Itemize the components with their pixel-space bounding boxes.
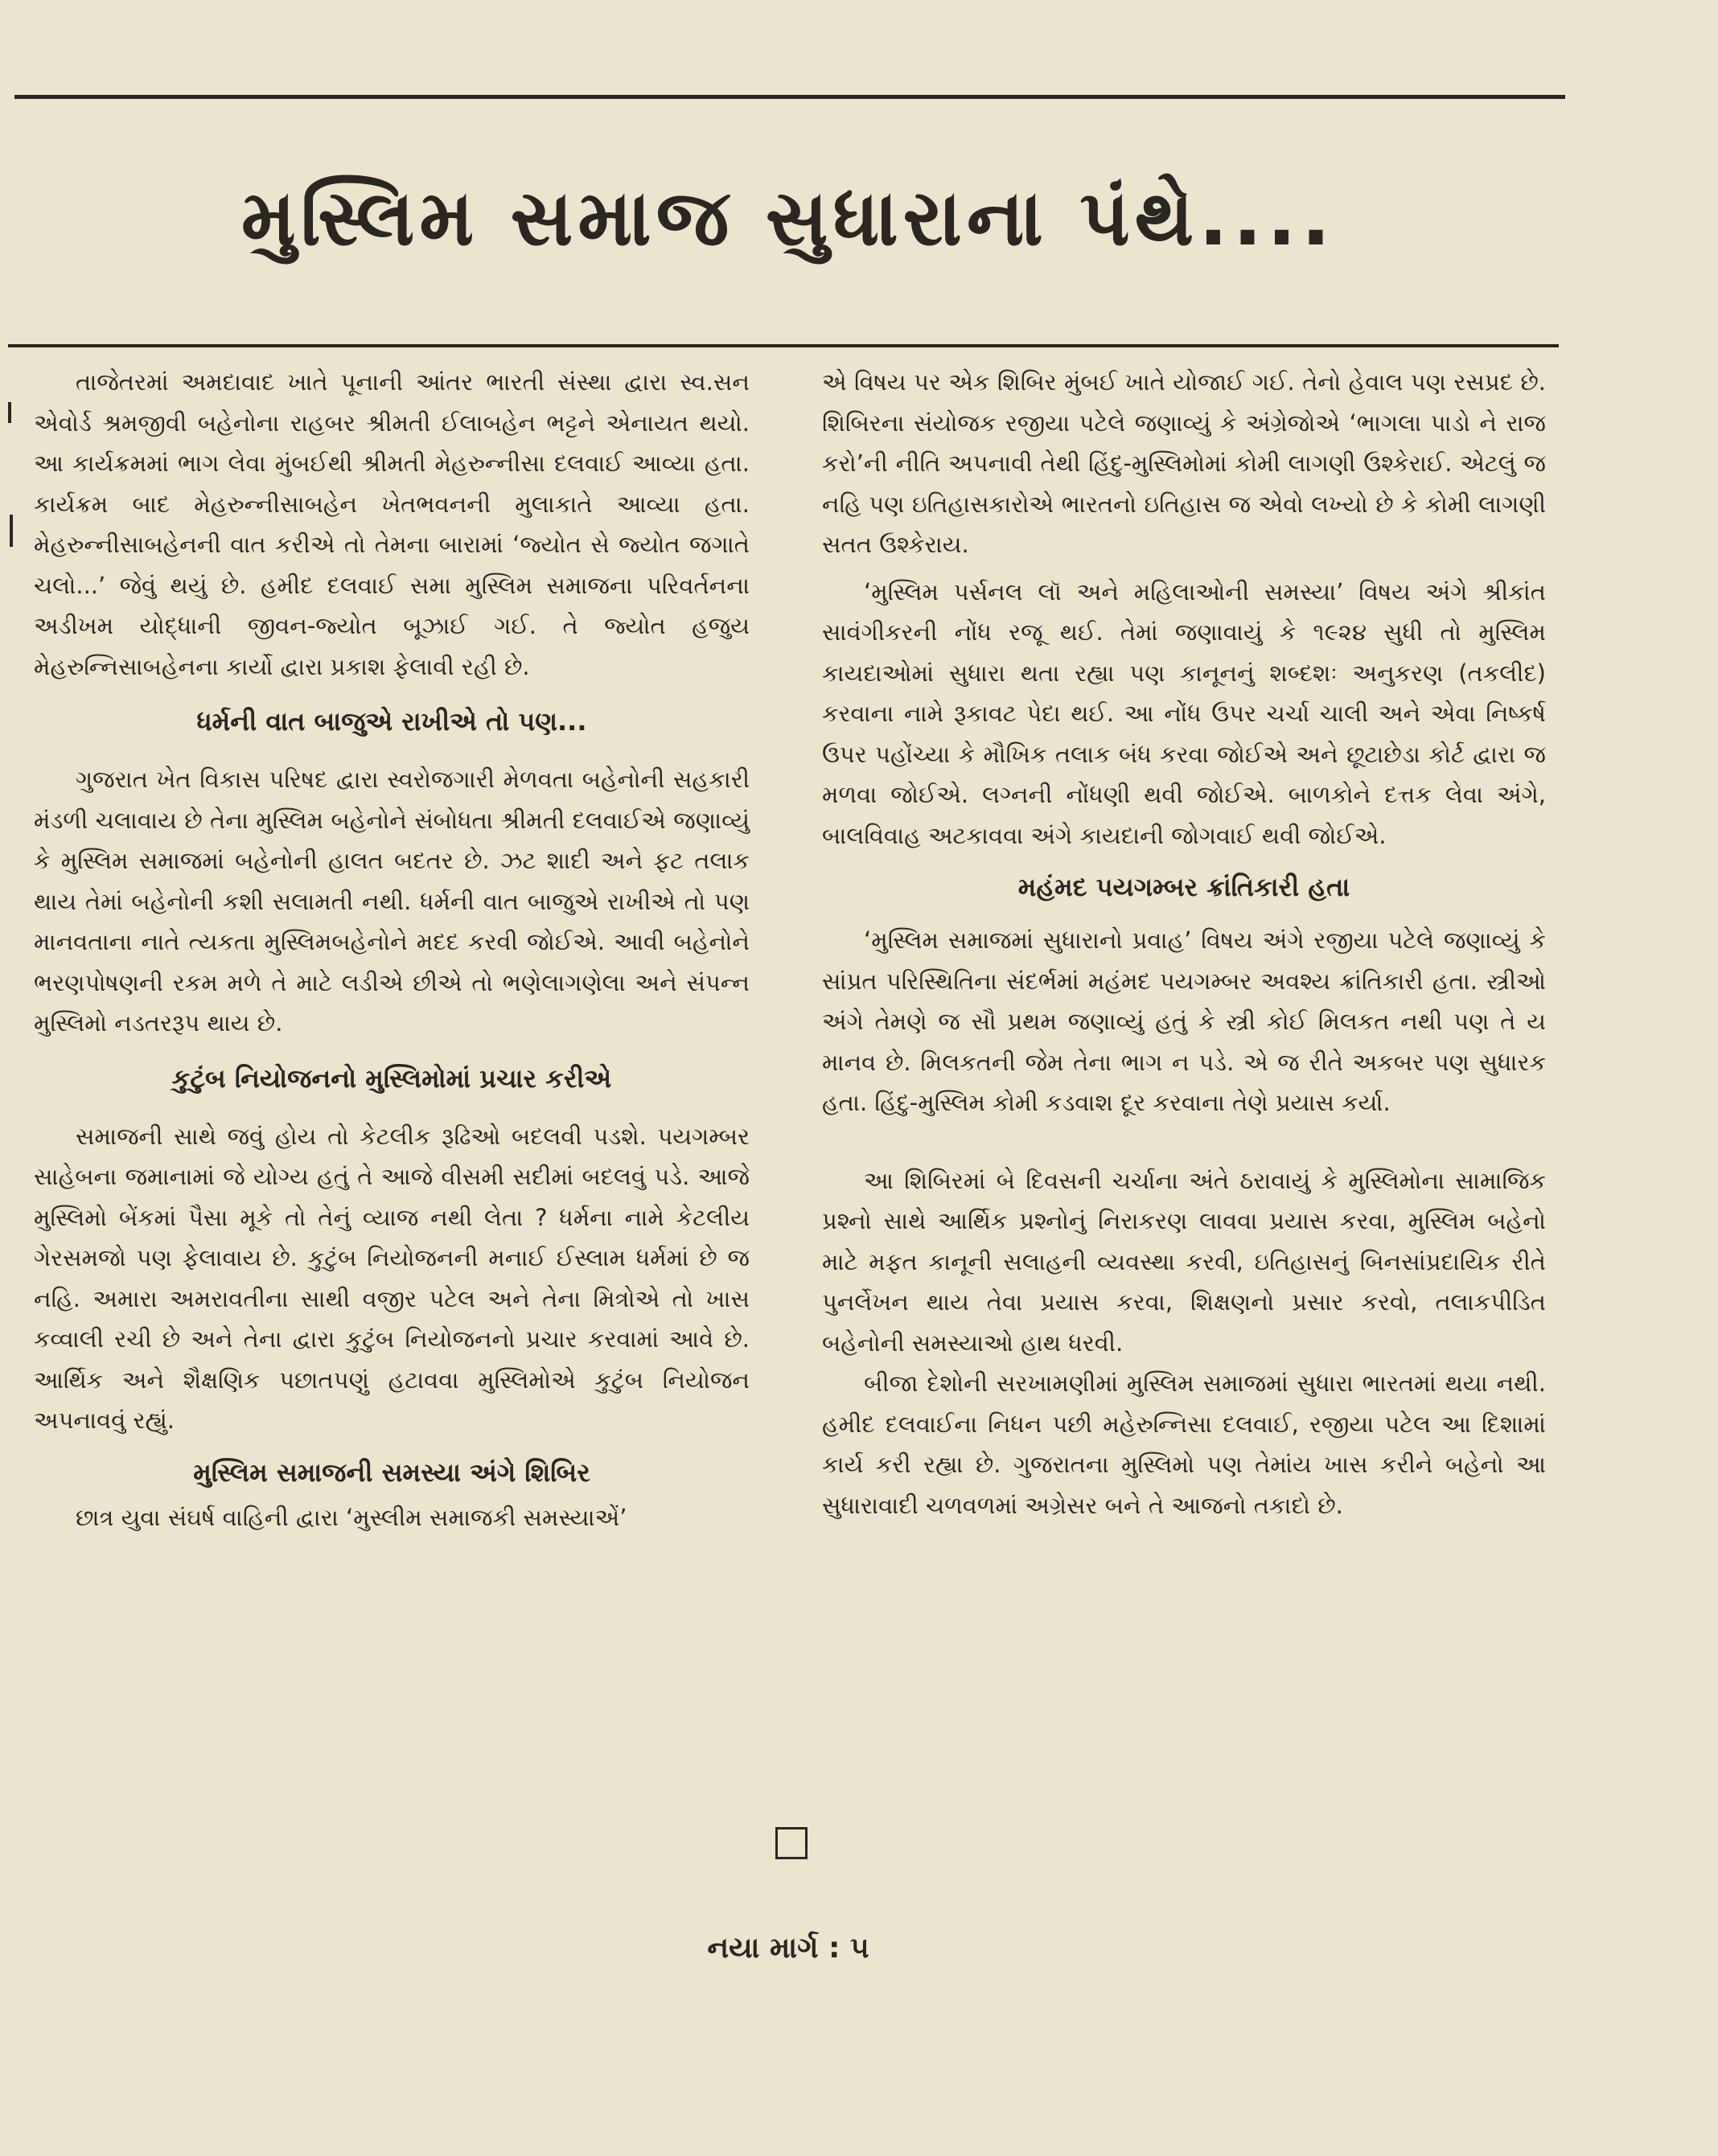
paragraph-gap — [822, 1123, 1546, 1160]
article-title: મુસ્લિમ સમાજ સુધારાના પંથે.... — [240, 173, 1336, 263]
paragraph: બીજા દેશોની સરખામણીમાં મુસ્લિમ સમાજમાં સુધારા ભારતમાં થયા નથી. હમીદ દલવાઈના નિધન પછી મહેરુન્નિસા દલવાઈ, રજીયા પટેલ આ દિશામાં કાર્ય કરી રહ્યા છે. ગુજરાતના મુસ્લિમો પણ તેમાંય ખાસ કરીને બહેનો આ સુધારાવાદી ચળવળમાં અગ્રેસર બને તે આજનો તકાદો છે. — [822, 1370, 1546, 1519]
paragraph: સમાજની સાથે જવું હોય તો કેટલીક રૂઢિઓ બદલવી પડશે. પયગમ્બર સાહેબના જમાનામાં જે યોગ્ય હતું તે આજે વીસમી સદીમાં બદલવું પડે. આજે મુસ્લિમો બેંકમાં પૈસા મૂકે તો તેનું વ્યાજ નથી લેતા ? ધર્મના નામે કેટલીય ગેરસમજો પણ ફેલાવાય છે. કુટુંબ નિયોજનની મનાઈ ઈસ્લામ ધર્મમાં છે જ નહિ. અમારા અમરાવતીના સાથી વજીર પટેલ અને તેના મિત્રોએ તો ખાસ કવ્વાલી રચી છે અને તેના દ્વારા કુટુંબ નિયોજનનો પ્રચાર કરવામાં આવે છે. આર્થિક અને શૈક્ષણિક પછાતપણું હટાવવા મુસ્લિમોએ કુટુંબ નિયોજન અપનાવવું રહ્યું. — [34, 1122, 750, 1434]
paragraph: ગુજરાત ખેત વિકાસ પરિષદ દ્વારા સ્વરોજગારી મેળવતા બહેનોની સહકારી મંડળી ચલાવાય છે તેના મુસ્લિમ બહેનોને સંબોધતા શ્રીમતી દલવાઈએ જણાવ્યું કે મુસ્લિમ સમાજમાં બહેનોની હાલત બદતર છે. ઝટ શાદી અને ફટ તલાક થાય તેમાં બહેનોની કશી સલામતી નથી. ધર્મની વાત બાજુએ રાખીએ તો પણ માનવતાના નાતે ત્યકતા મુસ્લિમબહેનોને મદદ કરવી જોઈએ. આવી બહેનોને ભરણપોષણની રકમ મળે તે માટે લડીએ છીએ તો ભણેલાગણેલા અને સંપન્ન મુસ્લિમો નડતરરૂપ થાય છે. — [34, 766, 750, 1037]
margin-mark — [8, 402, 11, 423]
margin-mark — [10, 515, 13, 547]
title-rule — [8, 344, 1559, 347]
section-heading: કુટુંબ નિયોજનનો મુસ્લિમોમાં પ્રચાર કરીએ — [171, 1062, 612, 1094]
left-column — [34, 362, 750, 1538]
right-column — [822, 362, 1546, 1526]
paragraph: ‘મુસ્લિમ સમાજમાં સુધારાનો પ્રવાહ’ વિષય અંગે રજીયા પટેલે જણાવ્યું કે સાંપ્રત પરિસ્થિતિના સંદર્ભમાં મહંમદ પયગમ્બર અવશ્ય ક્રાંતિકારી હતા. સ્ત્રીઓ અંગે તેમણે જ સૌ પ્રથમ જણાવ્યું હતું કે સ્ત્રી કોઈ મિલકત નથી પણ તે ય માનવ છે. મિલકતની જેમ તેના ભાગ ન પડે. એ જ રીતે અકબર પણ સુધારક હતા. હિંદુ-મુસ્લિમ કોમી કડવાશ દૂર કરવાના તેણે પ્રયાસ કર્યા. — [822, 926, 1546, 1116]
paragraph: એ વિષય પર એક શિબિર મુંબઈ ખાતે યોજાઈ ગઈ. તેનો હેવાલ પણ રસપ્રદ છે. શિબિરના સંયોજક રજીયા પટેલે જણાવ્યું કે અંગ્રેજોએ ‘ભાગલા પાડો ને રાજ કરો’ની નીતિ અપનાવી તેથી હિંદુ-મુસ્લિમોમાં કોમી લાગણી ઉશ્કેરાઈ. એટલું જ નહિ પણ ઇતિહાસકારોએ ભારતનો ઇતિહાસ જ એવો લખ્યો છે કે કોમી લાગણી સતત ઉશ્કેરાય. — [822, 368, 1546, 558]
section-heading: મહંમદ પયગમ્બર ક્રાંતિકારી હતા — [1017, 872, 1350, 902]
section-heading: ધર્મની વાત બાજુએ રાખીએ તો પણ... — [196, 706, 587, 737]
paragraph: આ શિબિરમાં બે દિવસની ચર્ચાના અંતે ઠરાવાયું કે મુસ્લિમોના સામાજિક પ્રશ્નો સાથે આર્થિક પ્રશ્નોનું નિરાકરણ લાવવા પ્રયાસ કરવા, મુસ્લિમ બહેનો માટે મફત કાનૂની સલાહની વ્યવસ્થા કરવી, ઇતિહાસનું બિનસાંપ્રદાયિક રીતે પુનર્લેખન થાય તેવા પ્રયાસ કરવા, શિક્ષણનો પ્રસાર કરવો, તલાકપીડિત બહેનોની સમસ્યાઓ હાથ ધરવી. — [822, 1166, 1546, 1357]
paragraph: તાજેતરમાં અમદાવાદ ખાતે પૂનાની આંતર ભારતી સંસ્થા દ્વારા સ્વ.સન એવોર્ડ શ્રમજીવી બહેનોના રાહબર શ્રીમતી ઈલાબહેન ભટ્ટને એનાયત થયો. આ કાર્યક્રમમાં ભાગ લેવા મુંબઈથી શ્રીમતી મેહરુન્નીસા દલવાઈ આવ્યા હતા. કાર્યક્રમ બાદ મેહરુન્નીસાબહેન ખેતભવનની મુલાકાતે આવ્યા હતા. મેહરુન્નીસાબહેનની વાત કરીએ તો તેમના બારામાં ‘જ્યોત સે જ્યોત જગાતે ચલો...’ જેવું થયું છે. હમીદ દલવાઈ સમા મુસ્લિમ સમાજના પરિવર્તનના અડીખમ યોદ્ધાની જીવન-જ્યોત બૂઝાઈ ગઈ. તે જ્યોત હજુય મેહરુન્નિસાબહેનના કાર્યો દ્વારા પ્રકાશ ફેલાવી રહી છે. — [34, 368, 750, 680]
page-footer: નયા માર્ગ : ૫ — [707, 1932, 869, 1965]
paragraph: ‘મુસ્લિમ પર્સનલ લૉ અને મહિલાઓની સમસ્યા’ વિષય અંગે શ્રીકાંત સાવંગીકરની નોંધ રજૂ થઈ. તેમાં જણાવાયું કે ૧૯૨૪ સુધી તો મુસ્લિમ કાયદાઓમાં સુધારા થતા રહ્યા પણ કાનૂનનું શબ્દશઃ અનુકરણ (તકલીદ) કરવાના નામે રૂકાવટ પેદા થઈ. આ નોંધ ઉપર ચર્ચા ચાલી અને એવા નિષ્કર્ષ ઉપર પહોંચ્યા કે મૌખિક તલાક બંધ કરવા જોઈએ અને છૂટાછેડા કોર્ટ દ્વારા જ મળવા જોઈએ. લગ્નની નોંધણી થવી જોઈએ. બાળકોને દત્તક લેવા અંગે, બાલવિવાહ અટકાવવા અંગે કાયદાની જોગવાઈ થવી જોઈએ. — [822, 577, 1546, 849]
end-mark — [775, 1827, 808, 1859]
paragraph: છાત્ર યુવા સંઘર્ષ વાહિની દ્વારા ‘મુસ્લીમ સમાજકી સમસ્યાએં’ — [76, 1503, 627, 1531]
top-rule — [14, 95, 1565, 99]
section-heading: મુસ્લિમ સમાજની સમસ્યા અંગે શિબિર — [193, 1456, 590, 1488]
